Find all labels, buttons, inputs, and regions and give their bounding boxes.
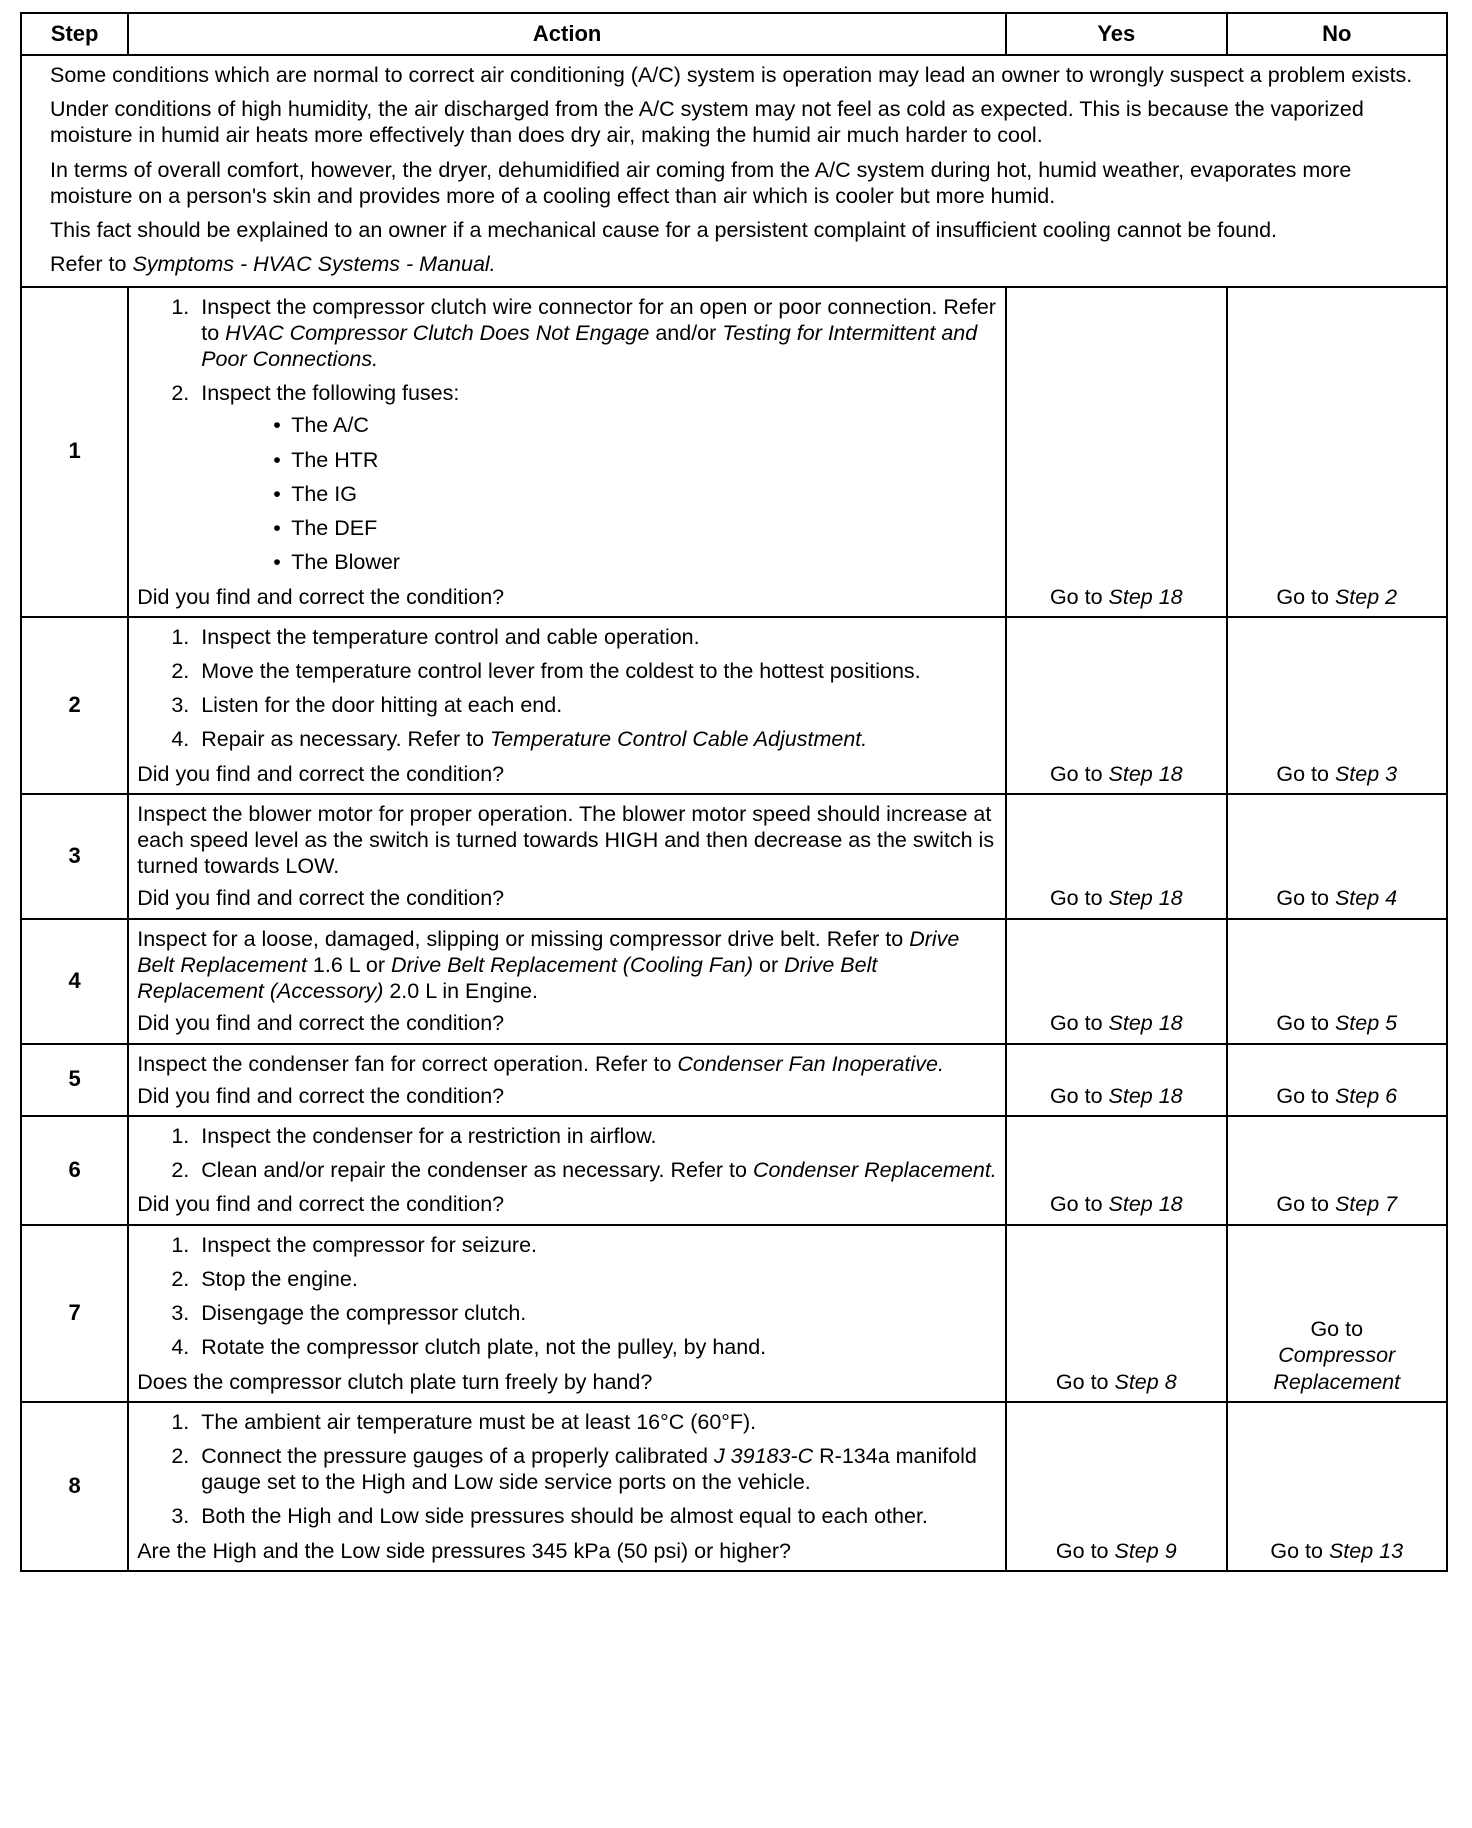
no-cell[interactable] — [1227, 919, 1447, 1044]
bullet-icon: • — [273, 413, 281, 438]
link-no-step[interactable]: Step 5 — [1334, 1011, 1398, 1036]
table-row — [21, 1402, 1447, 1571]
table-row — [21, 1116, 1447, 1225]
go-to-text: Go to — [1270, 1538, 1329, 1563]
action-text: Inspect the compressor clutch wire connector for an open or poor connection. Refer to — [201, 294, 996, 345]
no-cell[interactable] — [1227, 1044, 1447, 1116]
bullet-icon: • — [273, 550, 281, 575]
fuse-label: The Blower — [291, 550, 400, 575]
bullet-icon: • — [273, 447, 281, 472]
intro-cell — [21, 55, 1447, 287]
fuse-label: The DEF — [291, 516, 378, 541]
list-item: 2. Clean and/or repair the condenser as necessary. Refer to Condenser Replacement. — [195, 1157, 997, 1183]
go-to-text: Go to — [1049, 1011, 1109, 1036]
go-to-text: Go to — [1276, 761, 1335, 786]
bullet-icon: • — [273, 516, 281, 541]
header-yes: Yes — [1006, 13, 1226, 55]
link-no-step[interactable]: Step 6 — [1334, 1083, 1398, 1108]
go-to-text: Go to — [1049, 584, 1109, 609]
action-text: Repair as necessary. Refer to — [201, 727, 490, 752]
list-item: 1. Inspect the compressor for seizure. — [195, 1232, 997, 1258]
question: Did you find and correct the condition? — [137, 1083, 505, 1108]
list-item — [195, 294, 997, 373]
list-item: 3. Disengage the compressor clutch. — [195, 1300, 997, 1326]
diagnostic-table-container — [20, 12, 1448, 1572]
link-no-step[interactable]: Step 7 — [1334, 1192, 1398, 1217]
action-text: Inspect the blower motor for proper operation. The blower motor speed should increase at each speed level as the switch is turned towards HIGH and then decrease as the switch is turned towards LOW. — [137, 801, 995, 879]
step-number: 1 — [21, 287, 128, 617]
table-row — [21, 617, 1447, 794]
go-to-text: Go to — [1055, 1369, 1115, 1394]
go-to-text: Go to — [1276, 1083, 1335, 1108]
list-item: 1. Inspect the condenser for a restriction in airflow. — [195, 1123, 997, 1149]
table-row — [21, 1044, 1447, 1116]
yes-cell[interactable] — [1006, 919, 1226, 1044]
list-item: 2. Move the temperature control lever from the coldest to the hottest positions. — [195, 658, 997, 684]
intro-refer-prefix: Refer to — [50, 252, 133, 277]
table-row — [21, 919, 1447, 1044]
link-drive-belt-cooling-fan[interactable]: Drive Belt Replacement (Cooling Fan) — [390, 952, 754, 977]
question: Are the High and the Low side pressures 345 kPa (50 psi) or higher? — [137, 1538, 791, 1563]
link-no-step[interactable]: Step 4 — [1334, 886, 1398, 911]
action-cell — [128, 617, 1006, 794]
yes-cell[interactable] — [1006, 794, 1226, 919]
link-no-step[interactable]: Step 3 — [1334, 761, 1398, 786]
action-cell — [128, 1225, 1006, 1402]
fuse-label: The A/C — [291, 413, 369, 438]
list-item: 2. Connect the pressure gauges of a properly calibrated J 39183-C R-134a manifold gauge set to the High and Low side service ports on the vehicle. — [195, 1443, 997, 1495]
no-cell[interactable] — [1227, 287, 1447, 617]
fuse-label: The IG — [291, 481, 357, 506]
action-text: and/or — [649, 320, 723, 345]
go-to-text: Go to — [1310, 1317, 1364, 1342]
go-to-text: Go to — [1049, 886, 1109, 911]
go-to-text: Go to — [1276, 886, 1335, 911]
fuse-item — [267, 447, 997, 473]
fuse-item — [267, 481, 997, 507]
question: Does the compressor clutch plate turn freely by hand? — [137, 1369, 653, 1394]
link-yes-step[interactable]: Step 18 — [1108, 886, 1183, 911]
intro-refer — [50, 251, 1438, 277]
fuse-item — [267, 549, 997, 575]
intro-paragraph-1: Some conditions which are normal to correct air conditioning (A/C) system is operation may lead an owner to wrongly suspect a problem exists. — [50, 63, 1413, 87]
action-cell — [128, 1116, 1006, 1225]
table-row — [21, 287, 1447, 617]
yes-cell[interactable] — [1006, 1402, 1226, 1571]
link-no-step[interactable]: Step 2 — [1334, 584, 1398, 609]
no-cell[interactable] — [1227, 617, 1447, 794]
list-item: 3. Both the High and Low side pressures should be almost equal to each other. — [195, 1503, 997, 1529]
action-cell — [128, 919, 1006, 1044]
header-step: Step — [21, 13, 128, 55]
link-no-step[interactable]: Step 13 — [1328, 1538, 1404, 1563]
step-number: 6 — [21, 1116, 128, 1225]
intro-paragraph-3: In terms of overall comfort, however, the dryer, dehumidified air coming from the A/C system during hot, humid weather, evaporates more moisture on a person's skin and provides more of a cooling effect than air which is cooler but more humid. — [50, 157, 1352, 208]
header-action: Action — [128, 13, 1006, 55]
link-yes-step[interactable]: Step 18 — [1108, 1083, 1183, 1108]
yes-cell[interactable] — [1006, 1116, 1226, 1225]
no-cell[interactable] — [1227, 1225, 1447, 1402]
fuse-item — [267, 412, 997, 438]
list-item — [195, 380, 997, 575]
step-number: 2 — [21, 617, 128, 794]
yes-cell[interactable] — [1006, 1044, 1226, 1116]
go-to-text: Go to — [1049, 761, 1109, 786]
go-to-text: Go to — [1055, 1538, 1115, 1563]
go-to-text: Go to — [1276, 1011, 1335, 1036]
header-no: No — [1227, 13, 1447, 55]
yes-cell[interactable] — [1006, 287, 1226, 617]
table-row — [21, 1225, 1447, 1402]
step-number: 7 — [21, 1225, 128, 1402]
action-cell — [128, 1044, 1006, 1116]
no-cell[interactable] — [1227, 1402, 1447, 1571]
step-number: 5 — [21, 1044, 128, 1116]
list-item: 4. Rotate the compressor clutch plate, not the pulley, by hand. — [195, 1334, 997, 1360]
link-yes-step[interactable]: Step 8 — [1114, 1369, 1177, 1394]
link-symptoms-hvac[interactable]: Symptoms - HVAC Systems - Manual. — [132, 252, 496, 277]
link-testing-intermittent[interactable]: Testing for Intermittent and Poor Connections. — [201, 320, 978, 371]
list-item: 1. The ambient air temperature must be at least 16°C (60°F). — [195, 1409, 997, 1435]
intro-paragraph-2: Under conditions of high humidity, the air discharged from the A/C system may not feel as cold as expected. This is because the vaporized moisture in humid air heats more effectively than does dry air, making the humid air much harder to cool. — [50, 97, 1364, 148]
go-to-text: Go to — [1276, 584, 1335, 609]
question: Did you find and correct the condition? — [137, 1011, 505, 1036]
link-yes-step[interactable]: Step 18 — [1108, 584, 1183, 609]
question: Did you find and correct the condition? — [137, 1192, 505, 1217]
yes-cell[interactable] — [1006, 617, 1226, 794]
no-cell[interactable] — [1227, 794, 1447, 919]
link-condenser-replacement[interactable]: Condenser Replacement. — [752, 1158, 997, 1183]
intro-paragraph-4: This fact should be explained to an owner if a mechanical cause for a persistent complaint of insufficient cooling cannot be found. — [50, 218, 1278, 243]
yes-cell[interactable] — [1006, 1225, 1226, 1402]
list-item — [195, 726, 997, 752]
link-yes-step[interactable]: Step 9 — [1114, 1538, 1177, 1563]
action-text: Inspect for a loose, damaged, slipping or missing compressor drive belt. Refer to Drive Belt Replacement 1.6 L or Drive Belt Replacement (Cooling Fan) or Drive Belt Replacement (Accessory) 2.0 L in Engine. — [137, 926, 960, 1004]
link-condenser-fan-inoperative[interactable]: Condenser Fan Inoperative. — [677, 1051, 944, 1076]
fuse-item — [267, 515, 997, 541]
fuse-label: The HTR — [291, 447, 379, 472]
question: Did you find and correct the condition? — [137, 584, 505, 609]
link-gauge-set[interactable]: J 39183-C — [713, 1443, 814, 1468]
link-yes-step[interactable]: Step 18 — [1108, 1011, 1183, 1036]
question: Did you find and correct the condition? — [137, 886, 505, 911]
question: Did you find and correct the condition? — [137, 761, 505, 786]
step-number: 4 — [21, 919, 128, 1044]
action-cell — [128, 287, 1006, 617]
diagnostic-table — [20, 12, 1448, 1572]
step-number: 8 — [21, 1402, 128, 1571]
go-to-text: Go to — [1049, 1083, 1109, 1108]
bullet-icon: • — [273, 481, 281, 506]
table-row — [21, 794, 1447, 919]
link-compressor-clutch-not-engage[interactable]: HVAC Compressor Clutch Does Not Engage — [225, 320, 650, 345]
action-cell — [128, 1402, 1006, 1571]
header-row — [21, 13, 1447, 55]
step-number: 3 — [21, 794, 128, 919]
link-drive-belt-accessory[interactable]: Drive Belt Replacement (Accessory) — [137, 952, 878, 1004]
list-item: 2. Stop the engine. — [195, 1266, 997, 1292]
link-yes-step[interactable]: Step 18 — [1108, 761, 1183, 786]
link-drive-belt-replacement[interactable]: Drive Belt Replacement — [137, 926, 960, 977]
list-item: 3. Listen for the door hitting at each end. — [195, 692, 997, 718]
go-to-text: Go to — [1276, 1192, 1335, 1217]
intro-row — [21, 55, 1447, 287]
link-yes-step[interactable]: Step 18 — [1108, 1192, 1183, 1217]
no-cell[interactable] — [1227, 1116, 1447, 1225]
action-text: Inspect the following fuses: — [201, 381, 460, 406]
go-to-text: Go to — [1049, 1192, 1109, 1217]
link-temp-control-cable[interactable]: Temperature Control Cable Adjustment. — [490, 727, 868, 752]
list-item: 1. Inspect the temperature control and cable operation. — [195, 624, 997, 650]
action-cell — [128, 794, 1006, 919]
link-compressor-replacement[interactable]: Compressor Replacement — [1273, 1343, 1401, 1394]
action-text: Inspect the condenser fan for correct operation. Refer to Condenser Fan Inoperative. — [137, 1051, 944, 1076]
